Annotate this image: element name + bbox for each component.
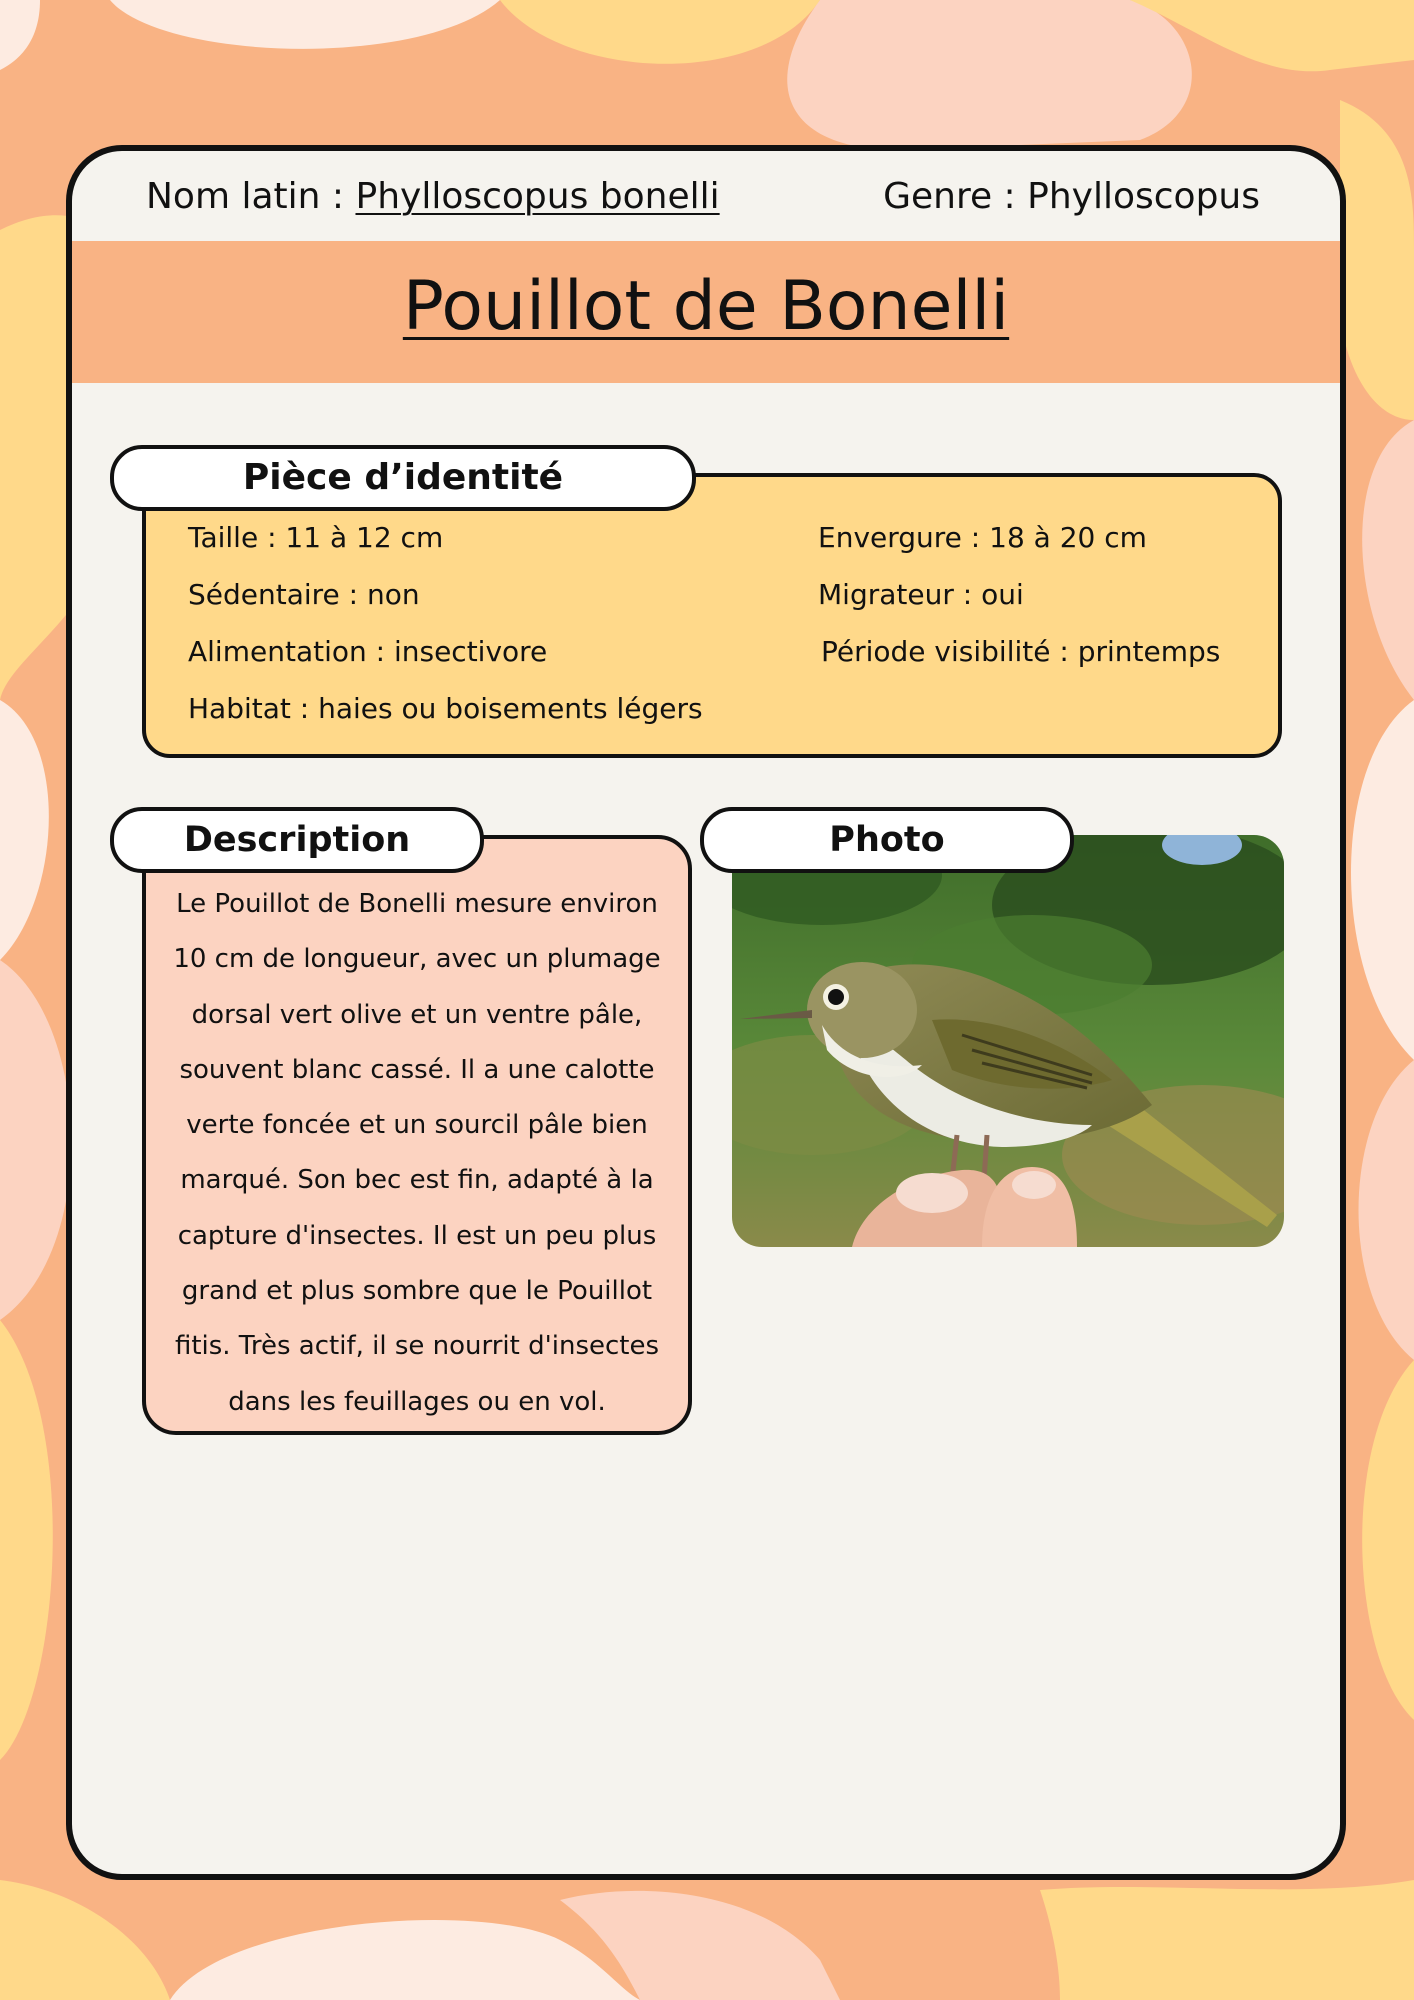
field-periode: Période visibilité : printemps	[821, 635, 1221, 668]
bird-photo	[732, 835, 1284, 1247]
field-taille: Taille : 11 à 12 cm	[188, 521, 444, 554]
field-envergure: Envergure : 18 à 20 cm	[818, 521, 1147, 554]
latin-genus-header	[72, 151, 1340, 241]
field-alimentation: Alimentation : insectivore	[188, 635, 548, 668]
field-habitat: Habitat : haies ou boisements légers	[188, 692, 703, 725]
latin-name-line	[146, 176, 720, 217]
genus-line	[883, 176, 1260, 217]
photo-tab: Photo	[700, 807, 1074, 873]
latin-name: Phylloscopus bonelli	[355, 176, 720, 217]
page-title: Pouillot de Bonelli	[402, 267, 1010, 346]
identity-tab: Pièce d’identité	[110, 445, 696, 511]
latin-name-label: Nom latin :	[146, 176, 356, 217]
species-card	[66, 145, 1346, 1880]
identity-panel	[142, 473, 1282, 758]
description-text: Le Pouillot de Bonelli mesure environ 10 cm de longueur, avec un plumage dorsal vert olive et un ventre pâle, souvent blanc cassé. Il a une calotte verte foncée et un sourcil pâle bien marqué. Son bec est fin, adapté à la capture d'insectes. Il est un peu plus grand et plus sombre que le Pouillot fitis. Très actif, il se nourrit d'insectes dans les feuillages ou en vol.	[173, 889, 661, 1417]
description-tab: Description	[110, 807, 484, 873]
field-sedentaire: Sédentaire : non	[188, 578, 420, 611]
bird-illustration	[732, 835, 1284, 1247]
title-banner	[72, 241, 1340, 383]
genus-label: Genre :	[883, 176, 1028, 217]
genus-name: Phylloscopus	[1027, 176, 1260, 217]
description-panel	[142, 835, 692, 1435]
field-migrateur: Migrateur : oui	[818, 578, 1024, 611]
